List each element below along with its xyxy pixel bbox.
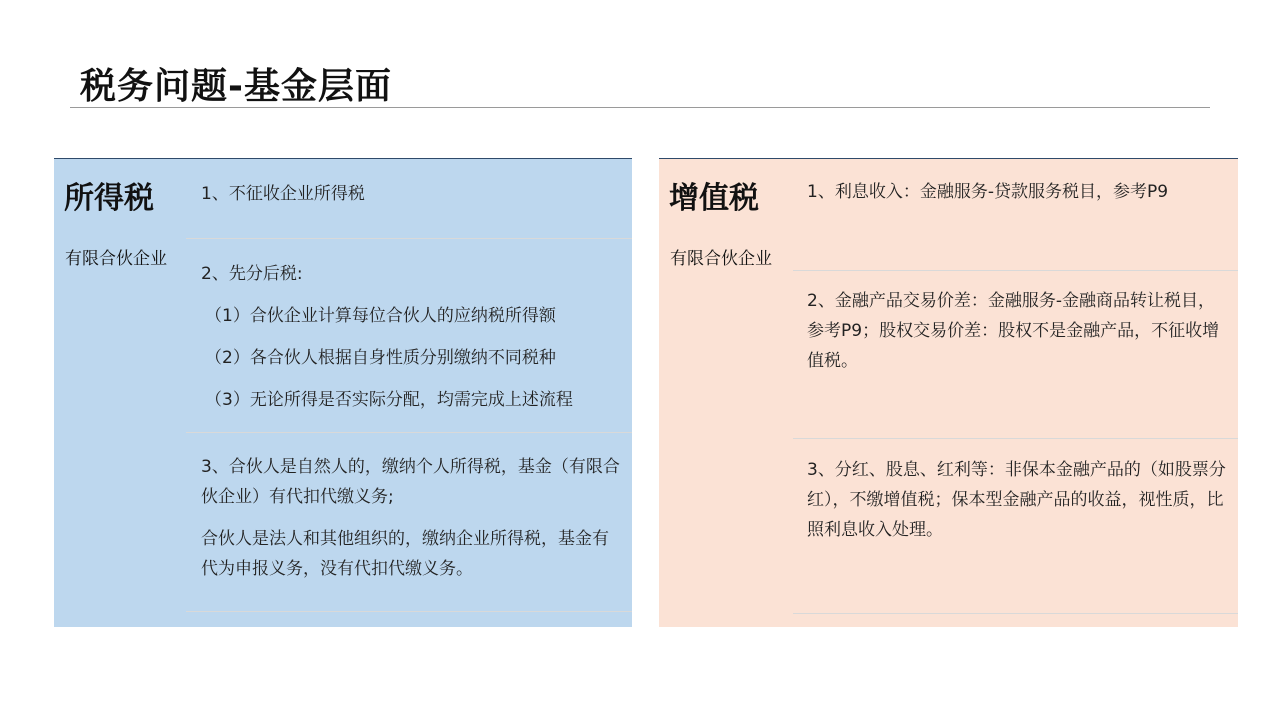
income-tax-entity-label: 有限合伙企业 (65, 249, 167, 269)
income-tax-point-1: 1、不征收企业所得税 (201, 184, 365, 204)
vat-point-1: 1、利息收入：金融服务-贷款服务税目，参考P9 (807, 182, 1169, 202)
title-divider (70, 107, 1210, 108)
vat-row-1 (793, 159, 1238, 271)
list-item: （2）各合伙人根据自身性质分别缴纳不同税种 (205, 348, 556, 368)
vat-panel (659, 158, 1238, 627)
vat-point-3: 3、分红、股息、红利等：非保本金融产品的（如股票分红），不缴增值税；保本型金融产品的收益，视性质，比照利息收入处理。 (807, 460, 1226, 540)
vat-point-2: 2、金融产品交易价差：金融服务-金融商品转让税目，参考P9；股权交易价差：股权不是金融产品，不征收增值税。 (807, 291, 1220, 371)
list-item: （3）无论所得是否实际分配，均需完成上述流程 (205, 390, 573, 410)
income-tax-row-3 (186, 433, 632, 612)
income-tax-point-3-legal-person: 合伙人是法人和其他组织的，缴纳企业所得税，基金有代为申报义务，没有代扣代缴义务。 (201, 529, 609, 579)
income-tax-point-2-list (201, 295, 573, 421)
income-tax-panel (54, 158, 632, 627)
income-tax-rows (186, 159, 632, 627)
income-tax-row-2 (186, 239, 632, 433)
vat-rows (793, 159, 1238, 627)
slide-title: 税务问题-基金层面 (80, 66, 392, 107)
vat-row-3 (793, 439, 1238, 614)
vat-heading: 增值税 (669, 181, 759, 216)
income-tax-point-2-lead: 2、先分后税: (201, 264, 303, 284)
vat-entity-label: 有限合伙企业 (670, 249, 772, 269)
income-tax-row-1 (186, 159, 632, 239)
vat-row-2 (793, 271, 1238, 439)
income-tax-point-3-natural-person: 3、合伙人是自然人的，缴纳个人所得税，基金（有限合伙企业）有代扣代缴义务; (201, 457, 620, 507)
income-tax-heading: 所得税 (64, 181, 154, 216)
list-item: （1）合伙企业计算每位合伙人的应纳税所得额 (205, 306, 556, 326)
